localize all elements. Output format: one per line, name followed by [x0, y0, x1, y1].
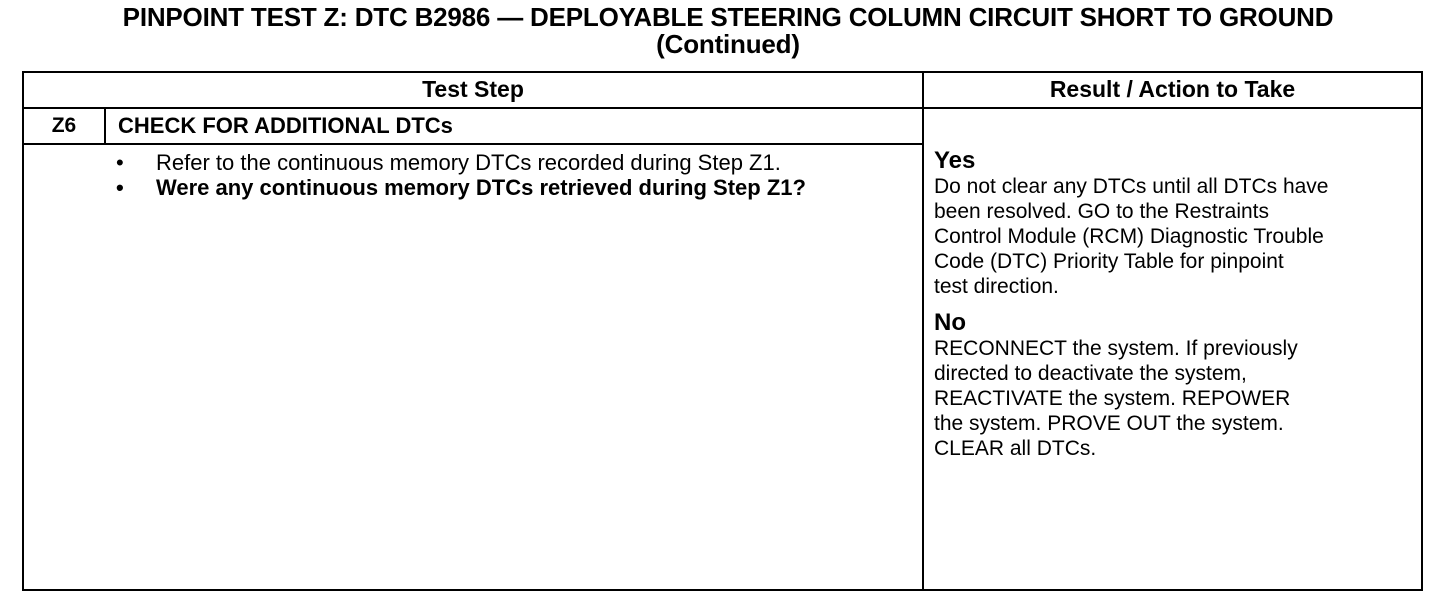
bullet-text: Refer to the continuous memory DTCs recorded during Step Z1. — [156, 150, 781, 175]
step-title: CHECK FOR ADDITIONAL DTCs — [118, 113, 453, 138]
list-item — [116, 150, 886, 175]
result-no-label: No — [934, 309, 966, 336]
list-item — [116, 175, 886, 200]
step-title-divider — [24, 143, 922, 145]
result-yes-text: Do not clear any DTCs until all DTCs have been resolved. GO to the Restraints Control Module (RCM) Diagnostic Trouble Code (DTC) Priority Table for pinpoint test direction. — [934, 175, 1329, 298]
column-divider — [922, 73, 924, 589]
step-id-divider — [104, 109, 106, 144]
pinpoint-test-table — [22, 71, 1423, 591]
page-title-line-2: (Continued) — [656, 29, 800, 59]
bullet-text: Were any continuous memory DTCs retrieved during Step Z1? — [156, 175, 806, 200]
header-divider — [24, 107, 1421, 109]
result-no — [934, 310, 1422, 461]
bullet-icon: • — [116, 175, 124, 200]
page-title-line-1: PINPOINT TEST Z: DTC B2986 — DEPLOYABLE STEERING COLUMN CIRCUIT SHORT TO GROUND — [122, 2, 1334, 32]
header-result-action: Result / Action to Take — [1049, 76, 1296, 102]
result-yes — [934, 148, 1422, 299]
result-yes-label: Yes — [934, 147, 976, 174]
result-no-text: RECONNECT the system. If previously directed to deactivate the system, REACTIVATE the system. REPOWER the system. PROVE OUT the system. CLEAR all DTCs. — [934, 337, 1298, 460]
bullet-icon: • — [116, 150, 124, 175]
page-title — [0, 4, 1456, 58]
step-id: Z6 — [51, 114, 77, 137]
step-bullet-list — [116, 150, 886, 200]
header-test-step: Test Step — [422, 76, 524, 102]
